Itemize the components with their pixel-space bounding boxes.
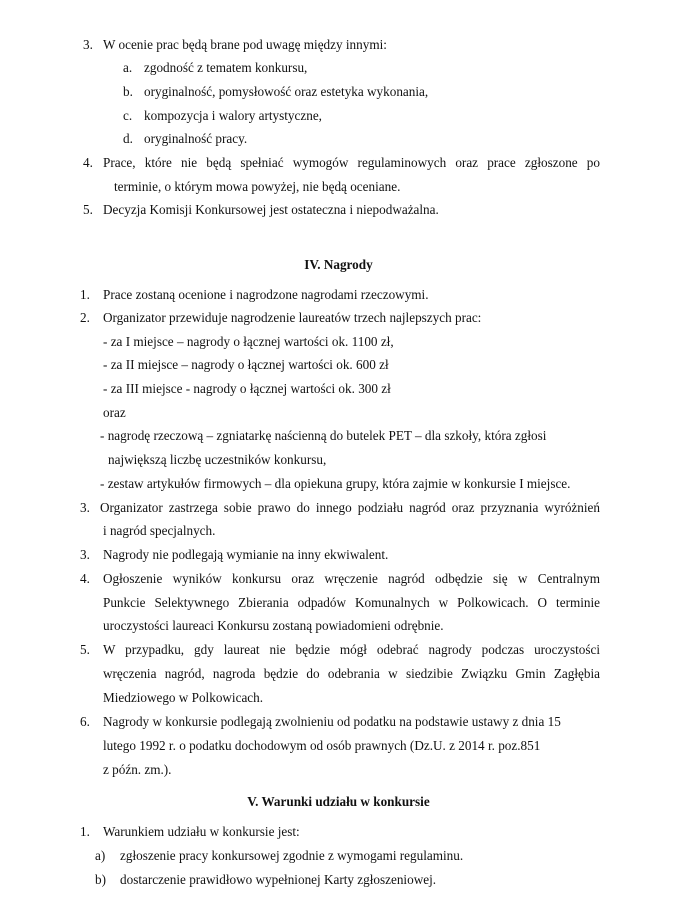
list-item-text: Organizator zastrzega sobie prawo do innego podziału nagród oraz przyznania wyróżnień: [100, 500, 600, 515]
sub-letter: c.: [123, 108, 133, 123]
list-item-text: W przypadku, gdy laureat nie będzie mógł odebrać nagrody podczas uroczystości: [103, 642, 600, 657]
sub-item-text: oryginalność pracy.: [144, 131, 248, 146]
list-item-text: i nagród specjalnych.: [103, 523, 216, 538]
list-item-text: lutego 1992 r. o podatku dochodowym od osób prawnych (Dz.U. z 2014 r. poz.851: [103, 738, 541, 753]
sub-letter: a): [95, 848, 106, 863]
prize-line: - za I miejsce – nagrody o łącznej wartości ok. 1100 zł,: [103, 334, 394, 349]
prize-line: - za III miejsce - nagrody o łącznej wartości ok. 300 zł: [103, 381, 391, 396]
sub-item-text: oryginalność, pomysłowość oraz estetyka wykonania,: [144, 84, 429, 99]
sub-item-text: zgłoszenie pracy konkursowej zgodnie z wymogami regulaminu.: [120, 848, 464, 863]
sub-letter: a.: [123, 60, 133, 75]
prize-line: - zestaw artykułów firmowych – dla opiekuna grupy, która zajmie w konkursie I miejsce.: [100, 476, 571, 491]
list-item-text: Decyzja Komisji Konkursowej jest ostateczna i niepodważalna.: [103, 202, 439, 217]
list-number: 1.: [80, 287, 90, 302]
sub-letter: b): [95, 872, 106, 887]
list-number: 4.: [83, 155, 93, 170]
list-item-text: Prace, które nie będą spełniać wymogów regulaminowych oraz prace zgłoszone po: [103, 155, 600, 170]
prize-line: - nagrodę rzeczową – zgniatarkę naścienną do butelek PET – dla szkoły, która zgłosi: [100, 428, 547, 443]
list-number: 3.: [80, 547, 90, 562]
section-heading: IV. Nagrody: [304, 257, 373, 272]
list-number: 5.: [80, 642, 90, 657]
list-item-text: Ogłoszenie wyników konkursu oraz wręczenie nagród odbędzie się w Centralnym: [103, 571, 600, 586]
list-number: 3.: [80, 500, 90, 515]
list-number: 1.: [80, 824, 90, 839]
list-item-text: Punkcie Selektywnego Zbierania odpadów Komunalnych w Polkowicach. O terminie: [103, 595, 600, 610]
list-number: 3.: [83, 37, 93, 52]
list-number: 5.: [83, 202, 93, 217]
list-item-text: uroczystości laureaci Konkursu zostaną powiadomieni odrębnie.: [103, 618, 444, 633]
list-item-text: W ocenie prac będą brane pod uwagę między innymi:: [103, 37, 387, 52]
section-heading: V. Warunki udziału w konkursie: [247, 794, 430, 809]
sub-item-text: kompozycja i walory artystyczne,: [144, 108, 322, 123]
list-number: 6.: [80, 714, 90, 729]
list-item-text: Nagrody nie podlegają wymianie na inny ekwiwalent.: [103, 547, 389, 562]
list-number: 2.: [80, 310, 90, 325]
prize-line: - za II miejsce – nagrody o łącznej wartości ok. 600 zł: [103, 357, 389, 372]
sub-letter: d.: [123, 131, 133, 146]
sub-item-text: zgodność z tematem konkursu,: [144, 60, 308, 75]
list-item-text: terminie, o którym mowa powyżej, nie będą oceniane.: [114, 179, 401, 194]
sub-item-text: dostarczenie prawidłowo wypełnionej Karty zgłoszeniowej.: [120, 872, 437, 887]
list-item-text: wręczenia nagród, nagroda będzie do odebrania w siedzibie Związku Gmin Zagłębia: [103, 666, 600, 681]
list-item-text: Warunkiem udziału w konkursie jest:: [103, 824, 300, 839]
list-item-text: Nagrody w konkursie podlegają zwolnieniu od podatku na podstawie ustawy z dnia 15: [103, 714, 561, 729]
list-number: 4.: [80, 571, 90, 586]
conjunction-text: oraz: [103, 405, 126, 420]
prize-line: największą liczbę uczestników konkursu,: [108, 452, 327, 467]
list-item-text: z późn. zm.).: [103, 762, 172, 777]
sub-letter: b.: [123, 84, 133, 99]
list-item-text: Organizator przewiduje nagrodzenie laureatów trzech najlepszych prac:: [103, 310, 482, 325]
list-item-text: Miedziowego w Polkowicach.: [103, 690, 264, 705]
list-item-text: Prace zostaną ocenione i nagrodzone nagrodami rzeczowymi.: [103, 287, 429, 302]
